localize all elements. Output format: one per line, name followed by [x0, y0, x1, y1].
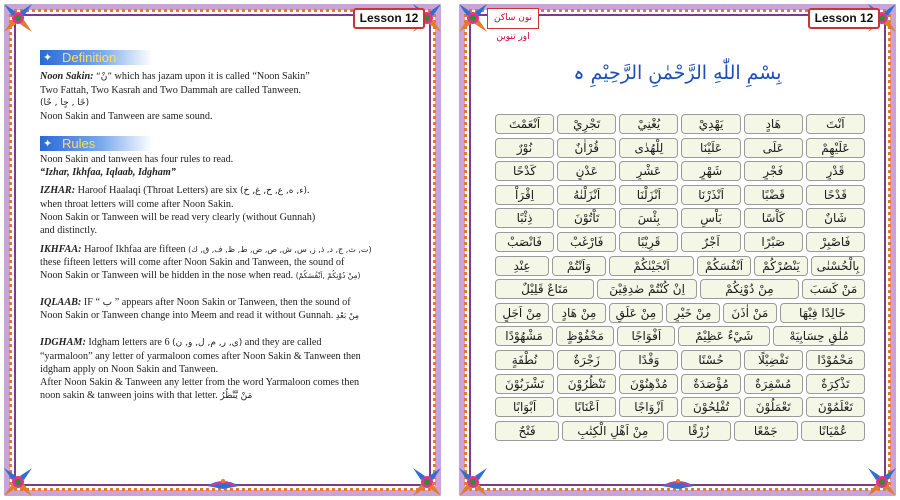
word-cell: اَنْزَلْنَا [619, 185, 678, 205]
definition-line-3: (حًا , حٍا , حٌا) [40, 98, 90, 109]
word-cell: مِنْ دُوْنِكُمْ [700, 279, 799, 299]
definition-line-2: Two Fattah, Two Kasrah and Two Dammah are called Tanween. [40, 85, 302, 97]
idgham-line-4: After Noon Sakin & Tanween any letter from the word Yarmaloon comes then [40, 377, 360, 389]
word-cell: قَضْبًا [744, 185, 803, 205]
word-cell: اَزْوَاجًا [619, 397, 678, 417]
word-cell: اَجْرٌ [681, 232, 740, 252]
word-row [495, 350, 865, 370]
word-row [495, 208, 865, 228]
word-cell: مُؤْصَدَةٌ [681, 374, 740, 394]
word-cell: مُلٰقٍ حِسَابِيَهْ [773, 326, 865, 346]
lesson-badge: Lesson 12 [353, 8, 425, 29]
word-cell: اَبْوَابًا [495, 397, 554, 417]
word-cell: هَادٍ [744, 114, 803, 134]
word-cell: اِقْرَاْ [495, 185, 554, 205]
ikhfaa-text: Haroof Ikhfaa are fifteen [81, 244, 189, 255]
izhar-line-1 [40, 184, 415, 198]
word-row [495, 421, 865, 441]
ikhfaa-line-3-text: Noon Sakin or Tanween will be hidden in the nose when read. [40, 270, 294, 282]
word-row [495, 374, 865, 394]
urdu-topic-tag: نون ساکن اور تنوین [487, 8, 539, 29]
floral-corner-icon [411, 466, 443, 498]
word-cell: مَتَاعٌ قَلِيْلٌ [495, 279, 594, 299]
idgham-line-5-text: noon sakin & tanween joins with that letter. [40, 390, 218, 402]
idgham-label: IDGHAM: [40, 337, 86, 348]
word-cell: تَجْرِيْ [557, 114, 616, 134]
word-cell: فَتْحٌ [495, 421, 559, 441]
book-ornament-icon [205, 474, 241, 490]
floral-corner-icon [457, 466, 489, 498]
word-cell: عَلَيْنَا [681, 138, 740, 158]
definition-line-1 [40, 70, 415, 84]
word-cell: قَرِيْبًا [619, 232, 678, 252]
word-cell: عُمْيَانًا [801, 421, 865, 441]
noon-sakin-label: Noon Sakin: [40, 71, 94, 82]
floral-corner-icon [2, 2, 34, 34]
word-cell: اَنْزَلْنٰهُ [557, 185, 616, 205]
idgham-text: Idgham letters are 6 [85, 337, 173, 348]
star-icon: ✦ [43, 138, 53, 150]
word-cell: تُفْلِحُوْنَ [681, 397, 740, 417]
word-cell: فَانْصَبْ [495, 232, 554, 252]
word-row [495, 161, 865, 181]
word-cell: مِنْ اَهْلِ الْكِتٰبِ [562, 421, 663, 441]
word-cell: يُغْنِيْ [619, 114, 678, 134]
word-row [495, 279, 865, 299]
floral-corner-icon [457, 2, 489, 34]
word-cell: اَنْفُسَكُمْ [697, 256, 751, 276]
word-cell: عِنْدِ [495, 256, 549, 276]
definition-text [40, 70, 415, 123]
word-cell: وَاَنْتُمْ [552, 256, 606, 276]
word-cell: يَنْصُرْكُمْ [754, 256, 808, 276]
word-cell: فَاصْبِرْ [806, 232, 865, 252]
word-row [495, 138, 865, 158]
word-cell: مُسْفِرَةٌ [744, 374, 803, 394]
izhar-text-end: . [306, 185, 310, 196]
noon-sakin-quote: “نْ” [96, 72, 112, 82]
izhar-label: IZHAR: [40, 185, 76, 196]
word-cell: مُدْهِنُوْنَ [619, 374, 678, 394]
iqlaab-example: مِنْ بَعْدِ [335, 311, 360, 321]
izhar-section [40, 184, 415, 237]
word-row [495, 232, 865, 252]
idgham-section [40, 336, 415, 403]
word-cell: تَشْرَبُوْنَ [495, 374, 554, 394]
right-page [455, 0, 900, 500]
word-cell: اَفْوَاجًا [617, 326, 675, 346]
rules-list: “Izhar, Ikhfaa, Iqlaab, Idgham” [40, 167, 176, 179]
iqlaab-line-2 [40, 309, 415, 322]
noon-sakin-rest: which has jazam upon it is called “Noon Sakin” [112, 71, 310, 82]
definition-line-4: Noon Sakin and Tanween are same sound. [40, 111, 213, 123]
word-cell: عَلَى [744, 138, 803, 158]
word-cell: كَدْحًا [495, 161, 554, 181]
star-icon: ✦ [43, 52, 53, 64]
rules-intro-line: Noon Sakin and tanween has four rules to read. [40, 154, 234, 165]
word-row [495, 256, 865, 276]
izhar-line-4: and distinctly. [40, 225, 98, 237]
word-cell: وَفْدًا [619, 350, 678, 370]
word-cell: اَنْعَمْتَ [495, 114, 554, 134]
idgham-line-5 [40, 389, 415, 403]
ikhfaa-letters: (ت, ث, ج, د, ذ, ز, س, ش, ص, ض, ط, ظ, ف, ق, ك) [188, 245, 372, 254]
word-cell: زُرْقًا [667, 421, 731, 441]
word-cell: تَنْظُرُوْنَ [557, 374, 616, 394]
word-cell: مِنْ اَجَلٍ [495, 303, 549, 323]
ikhfaa-line-2: these fifteen letters will come after Noon Sakin and Tanween, the sound of [40, 257, 345, 269]
word-cell: تَعْلَمُوْنَ [806, 397, 865, 417]
word-cell: بِالْحُسْنٰى [811, 256, 865, 276]
word-cell: حُسْنًا [681, 350, 740, 370]
definition-heading-label: Definition [62, 50, 117, 65]
floral-corner-icon [866, 466, 898, 498]
word-cell: شَيْءٌ عَظِيْمٌ [678, 326, 770, 346]
word-row [495, 114, 865, 134]
word-cell: مَشْهُوْدًا [495, 326, 553, 346]
ikhfaa-label: IKHFAA: [40, 244, 82, 255]
bismillah-heading: بِسْمِ اللّٰهِ الرَّحْمٰنِ الرَّحِیْمِ ہ [573, 62, 782, 84]
word-cell: شَهْرٍ [681, 161, 740, 181]
rules-heading [40, 136, 152, 151]
word-cell: عَدْنٍ [557, 161, 616, 181]
word-cell: قُرْاٰنٌ [557, 138, 616, 158]
idgham-text-end: and they are called [242, 337, 322, 348]
izhar-letters: (ء, ه, ع, ح, غ, خ) [240, 186, 307, 196]
rules-heading-label: Rules [62, 136, 96, 151]
ikhfaa-section [40, 243, 415, 282]
word-cell: صَبْرًا [744, 232, 803, 252]
word-cell: لِلْهُدٰى [619, 138, 678, 158]
word-cell: كَاْسًا [744, 208, 803, 228]
word-cell: مَنْ اٰذَنَ [723, 303, 777, 323]
word-cell: خَالِدًا فِيْهَا [780, 303, 865, 323]
word-cell: اَنْتَ [806, 114, 865, 134]
iqlaab-text: IF “ ب ” appears after Noon Sakin or Tanween, then the sound of [81, 297, 351, 308]
word-grid [495, 114, 865, 444]
word-cell: اَنْذَرْنَا [681, 185, 740, 205]
word-row [495, 185, 865, 205]
iqlaab-label: IQLAAB: [40, 297, 82, 308]
word-cell: يَهْدِيْ [681, 114, 740, 134]
word-cell: قَدْحًا [806, 185, 865, 205]
word-row [495, 303, 865, 323]
word-cell: ذِئْبًا [495, 208, 554, 228]
word-cell: بَاْسٍ [681, 208, 740, 228]
word-cell: تَذْكِرَةٌ [806, 374, 865, 394]
word-cell: مِنْ خَيْرٍ [666, 303, 720, 323]
ikhfaa-line-3 [40, 269, 415, 282]
word-cell: نُوْرٌ [495, 138, 554, 158]
iqlaab-line-2-text: Noon Sakin or Tanween change into Meem and read it without Gunnah. [40, 310, 334, 322]
idgham-example: مَنْ يَّنْظُرُ [220, 391, 253, 402]
word-cell: بِئْسَ [619, 208, 678, 228]
iqlaab-section [40, 296, 415, 322]
izhar-line-2: when throat letters will come after Noon Sakin. [40, 199, 234, 211]
word-cell: مِنْ عَلَقٍ [609, 303, 663, 323]
word-cell: اَنْجَيْنٰكُمْ [609, 256, 694, 276]
word-cell: نُطْفَةٍ [495, 350, 554, 370]
ikhfaa-line-1 [40, 243, 415, 256]
word-cell: عَشْرٍ [619, 161, 678, 181]
word-cell: اَعْنَابًا [557, 397, 616, 417]
word-cell: مِنْ هَادٍ [552, 303, 606, 323]
word-cell: شَانٌ [806, 208, 865, 228]
floral-corner-icon [2, 466, 34, 498]
word-cell: فَارْغَبْ [557, 232, 616, 252]
definition-heading [40, 50, 152, 65]
word-cell: تَاْتُوْنَ [557, 208, 616, 228]
idgham-line-3: idgham apply on Noon Sakin and Tanween. [40, 364, 219, 376]
lesson-badge: Lesson 12 [808, 8, 880, 29]
word-cell: مَحْفُوْظٍ [556, 326, 614, 346]
word-cell: مَنْ كَسَبَ [802, 279, 865, 299]
iqlaab-line-1 [40, 296, 415, 309]
word-row [495, 326, 865, 346]
word-cell: تَعْمَلُوْنَ [744, 397, 803, 417]
idgham-line-2: “yarmaloon” any letter of yarmaloon comes after Noon Sakin & Tanween then [40, 351, 361, 363]
word-cell: جَمْعًا [734, 421, 798, 441]
idgham-line-1 [40, 336, 415, 350]
word-cell: زَجْرَةٌ [557, 350, 616, 370]
word-cell: فَجْرٍ [744, 161, 803, 181]
izhar-line-3: Noon Sakin or Tanween will be read very clearly (without Gunnah) [40, 212, 316, 224]
word-row [495, 397, 865, 417]
word-cell: تَفْضِيْلًا [744, 350, 803, 370]
rules-intro [40, 153, 415, 179]
left-page [0, 0, 445, 500]
book-ornament-icon [660, 474, 696, 490]
ikhfaa-example: (مِنْ دُوْنِكُمْ ,اَنْفُسَكُمْ) [295, 271, 361, 281]
idgham-letters: (ى, ر, م, ل, و, ن) [172, 338, 243, 348]
word-cell: قَدْرٍ [806, 161, 865, 181]
word-cell: عَلَيْهِمْ [806, 138, 865, 158]
izhar-text: Haroof Haalaqi (Throat Letters) are six [75, 185, 238, 196]
word-cell: مَحْمُوْدًا [806, 350, 865, 370]
word-cell: اِنْ كُنْتُمْ صٰدِقِيْنَ [597, 279, 696, 299]
